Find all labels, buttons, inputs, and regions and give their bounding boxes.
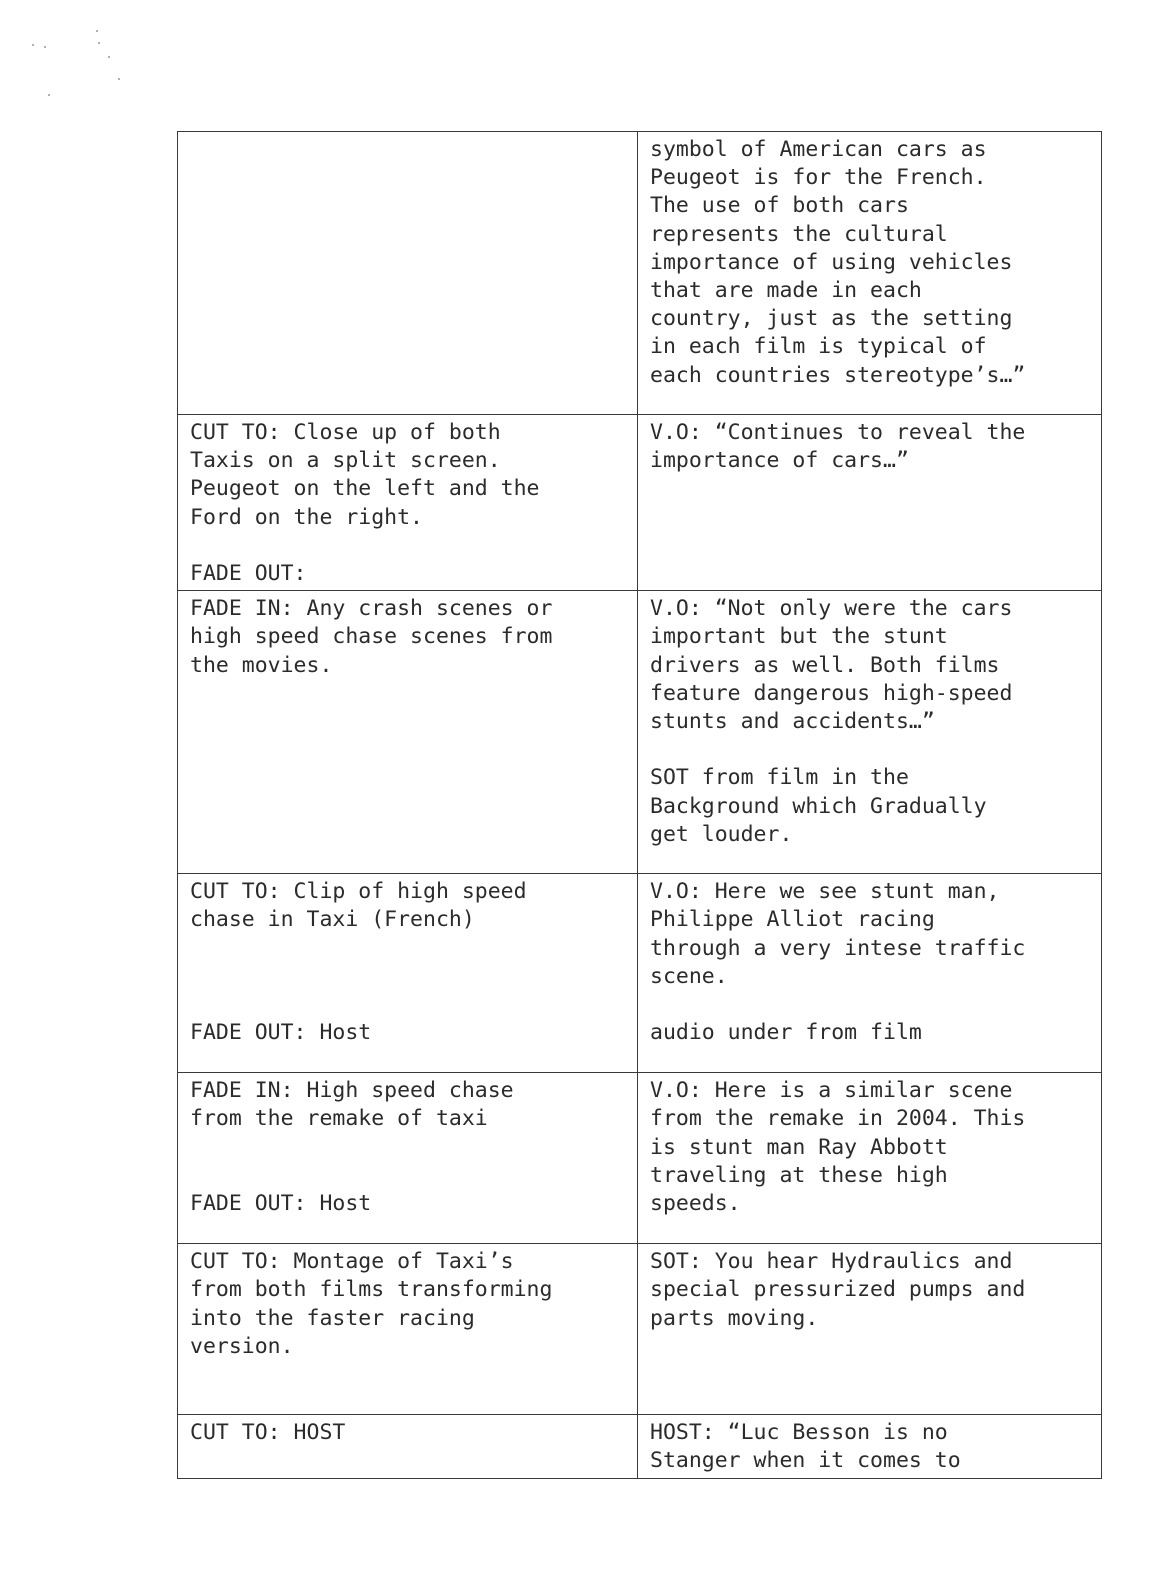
audio-cell: HOST: “Luc Besson is no Stanger when it comes to	[638, 1415, 1102, 1478]
audio-cell: V.O: Here is a similar scene from the remake in 2004. This is stunt man Ray Abbott traveling at these high speeds.	[638, 1073, 1102, 1244]
audio-cell: symbol of American cars as Peugeot is for the French. The use of both cars represents the cultural importance of using vehicles that are made in each country, just as the setting in each film is typical of each countries stereotype’s…”	[638, 132, 1102, 415]
audio-cell: V.O: “Not only were the cars important but the stunt drivers as well. Both films feature dangerous high-speed stunts and accidents…” SOT from film in the Background which Gradually get louder.	[638, 591, 1102, 874]
table-row	[178, 1244, 1102, 1415]
audio-cell: V.O: Here we see stunt man, Philippe Alliot racing through a very intese traffic scene. audio under from film	[638, 874, 1102, 1073]
video-cell	[178, 132, 638, 415]
table-row	[178, 874, 1102, 1073]
audio-cell: SOT: You hear Hydraulics and special pressurized pumps and parts moving.	[638, 1244, 1102, 1415]
av-script-table	[177, 131, 1102, 1479]
video-cell: FADE IN: High speed chase from the remake of taxi FADE OUT: Host	[178, 1073, 638, 1244]
table-row	[178, 591, 1102, 874]
speck	[118, 78, 120, 80]
table-row	[178, 415, 1102, 591]
table-row	[178, 1073, 1102, 1244]
video-cell: CUT TO: Clip of high speed chase in Taxi (French) FADE OUT: Host	[178, 874, 638, 1073]
speck	[96, 30, 98, 32]
video-cell: FADE IN: Any crash scenes or high speed chase scenes from the movies.	[178, 591, 638, 874]
speck	[44, 46, 46, 48]
video-cell: CUT TO: HOST	[178, 1415, 638, 1478]
video-cell: CUT TO: Montage of Taxi’s from both films transforming into the faster racing version.	[178, 1244, 638, 1415]
speck	[98, 42, 100, 44]
table-row	[178, 1415, 1102, 1478]
video-cell: CUT TO: Close up of both Taxis on a split screen. Peugeot on the left and the Ford on the right. FADE OUT:	[178, 415, 638, 591]
speck	[108, 56, 110, 58]
speck	[32, 44, 34, 46]
speck	[48, 94, 50, 96]
table-row	[178, 132, 1102, 415]
scan-specks	[28, 30, 138, 100]
audio-cell: V.O: “Continues to reveal the importance of cars…”	[638, 415, 1102, 591]
